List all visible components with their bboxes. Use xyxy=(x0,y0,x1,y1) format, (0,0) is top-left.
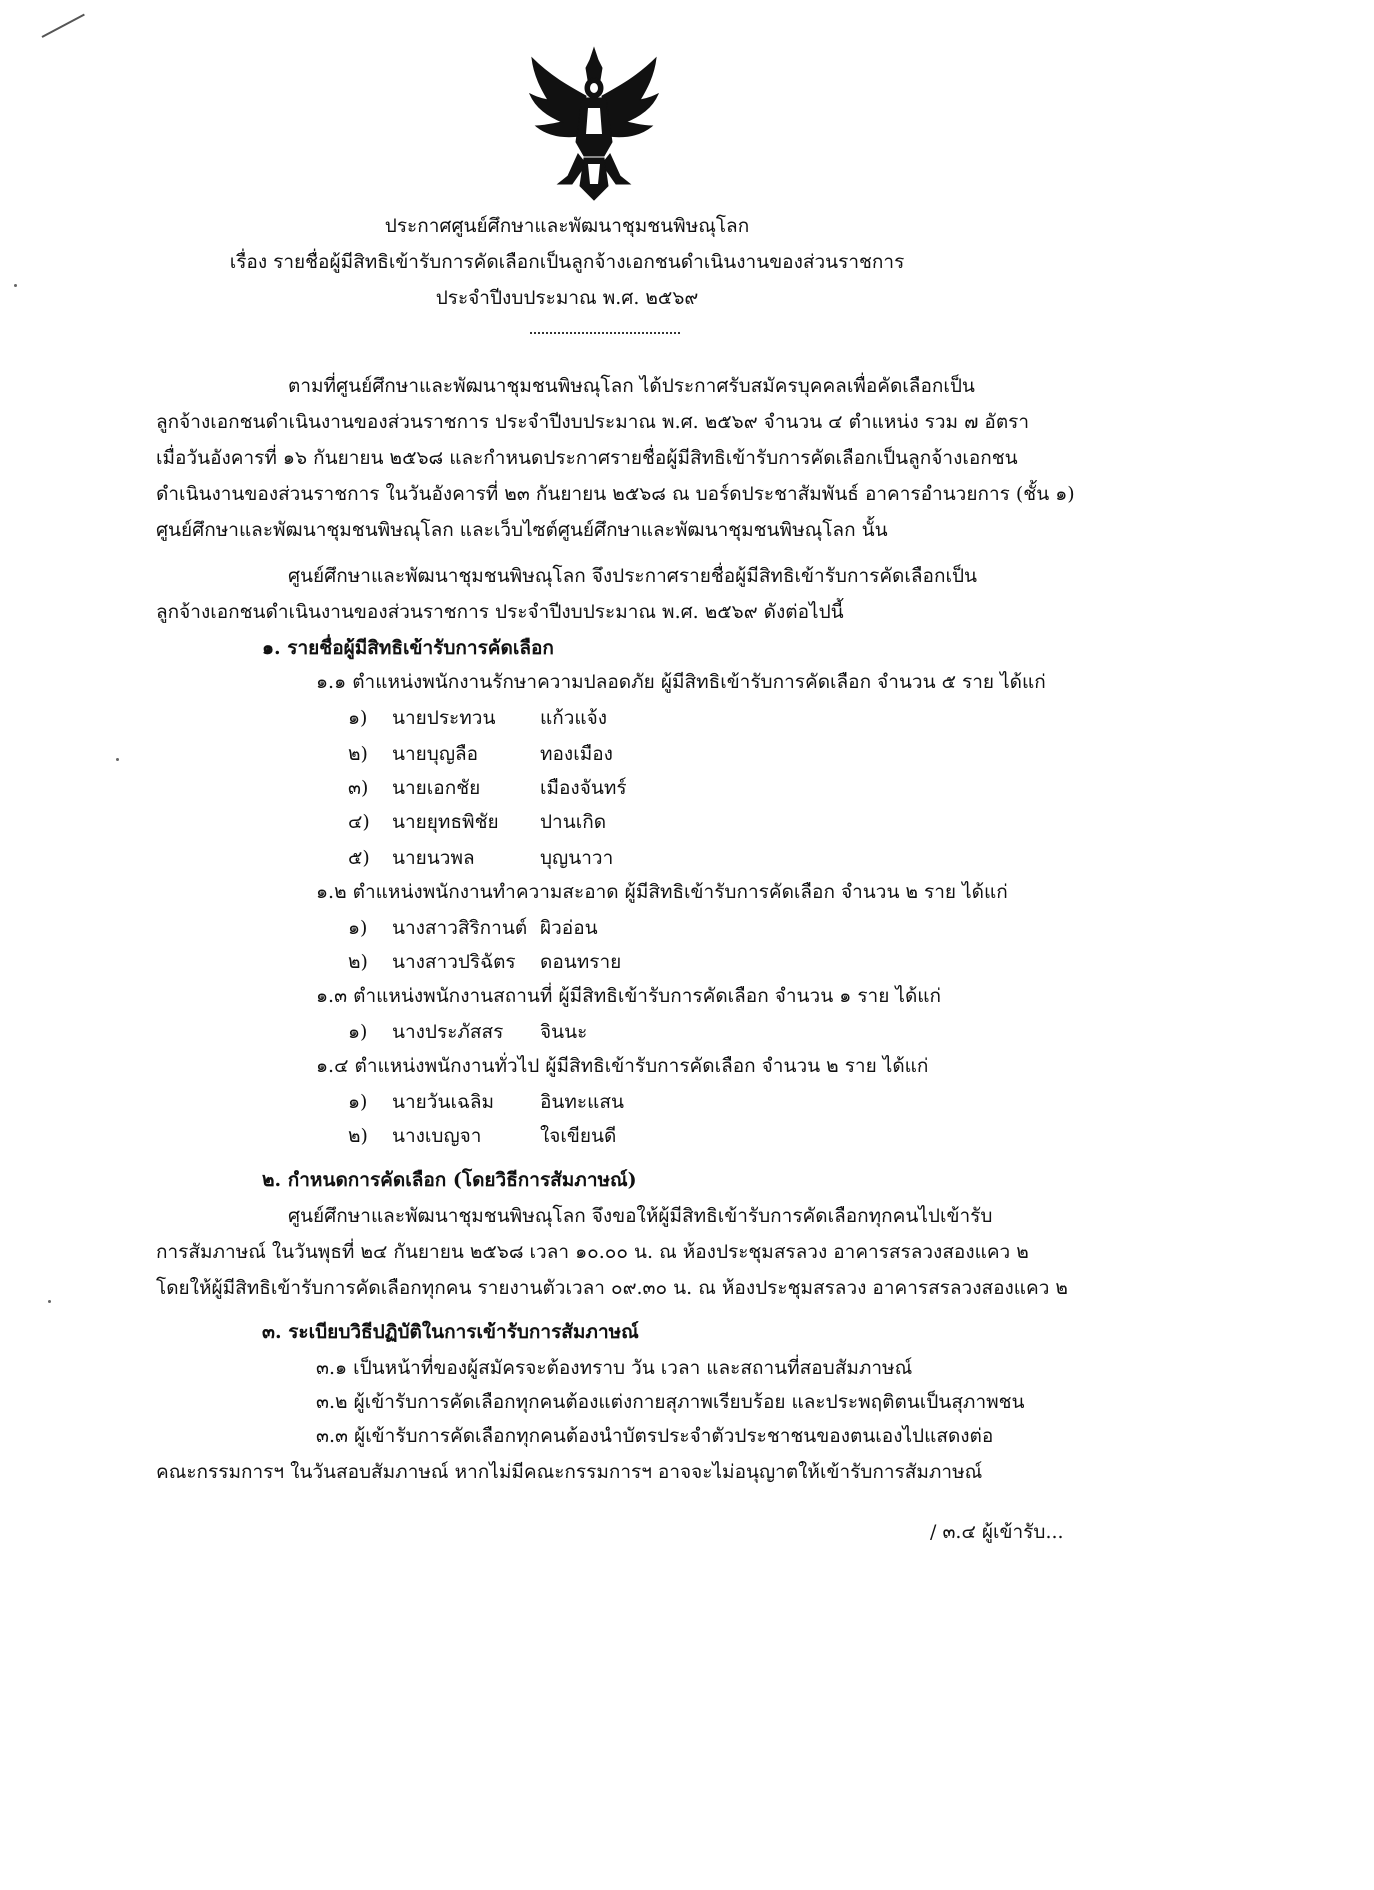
list-item: ๑) นายวันเฉลิม อินทะแสน xyxy=(348,1091,624,1113)
intro-paragraph-line: ศูนย์ศึกษาและพัฒนาชุมชนพิษณุโลก จึงประกาศรายชื่อผู้มีสิทธิเข้ารับการคัดเลือกเป็น xyxy=(288,565,977,587)
position-title: ๑.๔ ตำแหน่งพนักงานทั่วไป ผู้มีสิทธิเข้ารับการคัดเลือก จำนวน ๒ ราย ได้แก่ xyxy=(316,1055,929,1077)
position-title: ๑.๒ ตำแหน่งพนักงานทำความสะอาด ผู้มีสิทธิเข้ารับการคัดเลือก จำนวน ๒ ราย ได้แก่ xyxy=(316,881,1008,903)
section-body-line: ศูนย์ศึกษาและพัฒนาชุมชนพิษณุโลก จึงขอให้ผู้มีสิทธิเข้ารับการคัดเลือกทุกคนไปเข้ารับ xyxy=(288,1205,993,1227)
announcement-subject: เรื่อง รายชื่อผู้มีสิทธิเข้ารับการคัดเลือกเป็นลูกจ้างเอกชนดำเนินงานของส่วนราชการ xyxy=(229,251,905,273)
intro-paragraph-line: ลูกจ้างเอกชนดำเนินงานของส่วนราชการ ประจำปีงบประมาณ พ.ศ. ๒๕๖๙ จำนวน ๔ ตำแหน่ง รวม ๗ อัตรา xyxy=(156,411,1030,433)
scan-speck xyxy=(116,758,119,761)
section-heading: ๒. กำหนดการคัดเลือก (โดยวิธีการสัมภาษณ์) xyxy=(262,1169,637,1191)
list-item: ๒) นางเบญจา ใจเขียนดี xyxy=(348,1125,617,1147)
page-continuation: / ๓.๔ ผู้เข้ารับ... xyxy=(930,1521,1064,1543)
section-body-line: ๓.๑ เป็นหน้าที่ของผู้สมัครจะต้องทราบ วัน เวลา และสถานที่สอบสัมภาษณ์ xyxy=(316,1357,913,1379)
section-heading: ๑. รายชื่อผู้มีสิทธิเข้ารับการคัดเลือก xyxy=(262,637,554,659)
position-title: ๑.๑ ตำแหน่งพนักงานรักษาความปลอดภัย ผู้มีสิทธิเข้ารับการคัดเลือก จำนวน ๕ ราย ได้แก่ xyxy=(316,671,1046,693)
intro-paragraph-line: ลูกจ้างเอกชนดำเนินงานของส่วนราชการ ประจำปีงบประมาณ พ.ศ. ๒๕๖๙ ดังต่อไปนี้ xyxy=(156,601,844,623)
list-item: ๒) นายบุญลือ ทองเมือง xyxy=(348,743,613,765)
list-item: ๑) นางสาวสิริกานต์ ผิวอ่อน xyxy=(348,917,598,939)
section-body-line: ๓.๒ ผู้เข้ารับการคัดเลือกทุกคนต้องแต่งกายสุภาพเรียบร้อย และประพฤติตนเป็นสุภาพชน xyxy=(316,1391,1025,1413)
list-item: ๔) นายยุทธพิชัย ปานเกิด xyxy=(348,811,607,833)
list-item: ๑) นายประทวน แก้วแจ้ง xyxy=(348,707,608,729)
section-body-line: ๓.๓ ผู้เข้ารับการคัดเลือกทุกคนต้องนำบัตรประจำตัวประชาชนของตนเองไปแสดงต่อ xyxy=(316,1425,994,1447)
intro-paragraph-line: ดำเนินงานของส่วนราชการ ในวันอังคารที่ ๒๓ กันยายน ๒๕๖๘ ณ บอร์ดประชาสัมพันธ์ อาคารอำนวยการ (ชั้น ๑) xyxy=(156,483,1075,505)
announcement-fiscal-year: ประจำปีงบประมาณ พ.ศ. ๒๕๖๙ xyxy=(435,287,699,309)
garuda-emblem-icon xyxy=(528,46,660,202)
list-item: ๕) นายนวพล บุญนาวา xyxy=(348,847,614,869)
scan-speck xyxy=(48,1300,51,1303)
scan-scratch-mark xyxy=(42,14,85,38)
section-body-line: การสัมภาษณ์ ในวันพุธที่ ๒๔ กันยายน ๒๕๖๘ เวลา ๑๐.๐๐ น. ณ ห้องประชุมสรลวง อาคารสรลวงสองแคว ๒ xyxy=(156,1241,1029,1263)
section-heading: ๓. ระเบียบวิธีปฏิบัติในการเข้ารับการสัมภาษณ์ xyxy=(262,1321,639,1343)
list-item: ๒) นางสาวปริฉัตร ดอนทราย xyxy=(348,951,622,973)
title-divider xyxy=(530,332,680,334)
position-title: ๑.๓ ตำแหน่งพนักงานสถานที่ ผู้มีสิทธิเข้ารับการคัดเลือก จำนวน ๑ ราย ได้แก่ xyxy=(316,985,942,1007)
list-item: ๓) นายเอกชัย เมืองจันทร์ xyxy=(348,777,627,799)
section-body-line: โดยให้ผู้มีสิทธิเข้ารับการคัดเลือกทุกคน รายงานตัวเวลา ๐๙.๓๐ น. ณ ห้องประชุมสรลวง อาคารสรลวงสองแคว ๒ xyxy=(156,1277,1068,1299)
section-body-line: คณะกรรมการฯ ในวันสอบสัมภาษณ์ หากไม่มีคณะกรรมการฯ อาจจะไม่อนุญาตให้เข้ารับการสัมภาษณ์ xyxy=(156,1461,983,1483)
intro-paragraph-line: ตามที่ศูนย์ศึกษาและพัฒนาชุมชนพิษณุโลก ได้ประกาศรับสมัครบุคคลเพื่อคัดเลือกเป็น xyxy=(288,375,975,397)
announcement-title: ประกาศศูนย์ศึกษาและพัฒนาชุมชนพิษณุโลก xyxy=(384,215,750,237)
intro-paragraph-line: ศูนย์ศึกษาและพัฒนาชุมชนพิษณุโลก และเว็บไซต์ศูนย์ศึกษาและพัฒนาชุมชนพิษณุโลก นั้น xyxy=(156,519,888,541)
list-item: ๑) นางประภัสสร จินนะ xyxy=(348,1021,588,1043)
intro-paragraph-line: เมื่อวันอังคารที่ ๑๖ กันยายน ๒๕๖๘ และกำหนดประกาศรายชื่อผู้มีสิทธิเข้ารับการคัดเลือกเป็นลูกจ้างเอกชน xyxy=(156,447,1018,469)
